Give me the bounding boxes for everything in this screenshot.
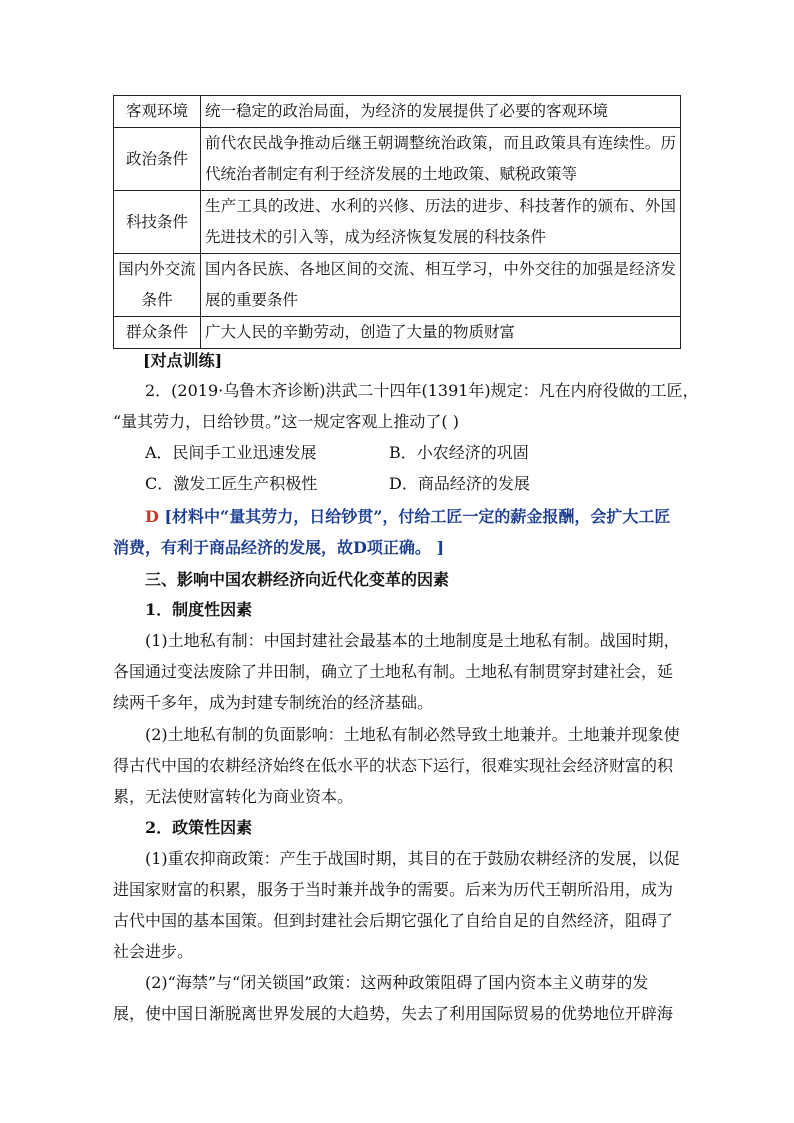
factors-table bbox=[113, 95, 681, 349]
table-row bbox=[114, 254, 681, 317]
option-a: A．民间手工业迅速发展 bbox=[145, 443, 317, 462]
table-row-label: 科技条件 bbox=[114, 191, 201, 254]
paragraph-line: 各国通过变法废除了井田制，确立了土地私有制。土地私有制贯穿封建社会，延 bbox=[113, 662, 674, 681]
paragraph-line: 续两千多年，成为封建专制统治的经济基础。 bbox=[113, 693, 434, 712]
paragraph-line: 古代中国的基本国策。但到封建社会后期它强化了自给自足的自然经济，阻碍了 bbox=[113, 911, 674, 930]
paragraph-line: (1)土地私有制：中国封建社会最基本的土地制度是土地私有制。战国时期， bbox=[145, 631, 680, 650]
answer-letter: D bbox=[145, 507, 159, 526]
section-heading: 三、影响中国农耕经济向近代化变革的因素 bbox=[145, 570, 450, 589]
table-row-content: 国内各民族、各地区间的交流、相互学习，中外交往的加强是经济发展的重要条件 bbox=[201, 254, 681, 317]
answer-text: [材料中“量其劳力，日给钞贯”，付给工匠一定的薪金报酬，会扩大工匠 bbox=[164, 507, 671, 526]
option-b: B．小农经济的巩固 bbox=[389, 443, 529, 462]
table-row-content: 统一稳定的政治局面，为经济的发展提供了必要的客观环境 bbox=[201, 96, 681, 128]
paragraph-line: (2)土地私有制的负面影响：土地私有制必然导致土地兼并。土地兼并现象使 bbox=[145, 725, 680, 744]
answer-line bbox=[145, 507, 681, 527]
answer-line: 消费，有利于商品经济的发展，故D项正确。 ] bbox=[113, 538, 445, 557]
table-row bbox=[114, 128, 681, 191]
paragraph-line: 社会进步。 bbox=[113, 942, 194, 961]
table-row bbox=[114, 317, 681, 349]
question-line: 2．(2019·乌鲁木齐诊断)洪武二十四年(1391年)规定：凡在内府役做的工匠， bbox=[145, 381, 699, 400]
option-d: D．商品经济的发展 bbox=[389, 474, 530, 493]
table-row-content: 广大人民的辛勤劳动，创造了大量的物质财富 bbox=[201, 317, 681, 349]
paragraph-line: (1)重农抑商政策：产生于战国时期，其目的在于鼓励农耕经济的发展，以促 bbox=[145, 849, 680, 868]
table-row bbox=[114, 96, 681, 128]
table-row-label: 群众条件 bbox=[114, 317, 201, 349]
table-row-label: 政治条件 bbox=[114, 128, 201, 191]
option-c: C．激发工匠生产积极性 bbox=[145, 474, 318, 493]
section-tag: [对点训练] bbox=[143, 351, 223, 370]
table-row-content: 前代农民战争推动后继王朝调整统治政策，而且政策具有连续性。历代统治者制定有利于经济发展的土地政策、赋税政策等 bbox=[201, 128, 681, 191]
table-row-label: 客观环境 bbox=[114, 96, 201, 128]
table-row-content: 生产工具的改进、水利的兴修、历法的进步、科技著作的颁布、外国先进技术的引入等，成为经济恢复发展的科技条件 bbox=[201, 191, 681, 254]
subheading: 2．政策性因素 bbox=[145, 818, 253, 837]
table-row-label: 国内外交流条件 bbox=[114, 254, 201, 317]
paragraph-line: (2)“海禁”与“闭关锁国”政策：这两种政策阻碍了国内资本主义萌芽的发 bbox=[145, 973, 649, 992]
table-row bbox=[114, 191, 681, 254]
paragraph-line: 展，使中国日渐脱离世界发展的大趋势，失去了利用国际贸易的优势地位开辟海 bbox=[113, 1004, 674, 1023]
paragraph-line: 进国家财富的积累，服务于当时兼并战争的需要。后来为历代王朝所沿用，成为 bbox=[113, 880, 674, 899]
paragraph-line: 得古代中国的农耕经济始终在低水平的状态下运行，很难实现社会经济财富的积 bbox=[113, 756, 674, 775]
question-line: “量其劳力，日给钞贯。”这一规定客观上推动了( ) bbox=[113, 412, 459, 431]
paragraph-line: 累，无法使财富转化为商业资本。 bbox=[113, 787, 354, 806]
subheading: 1．制度性因素 bbox=[145, 600, 253, 619]
